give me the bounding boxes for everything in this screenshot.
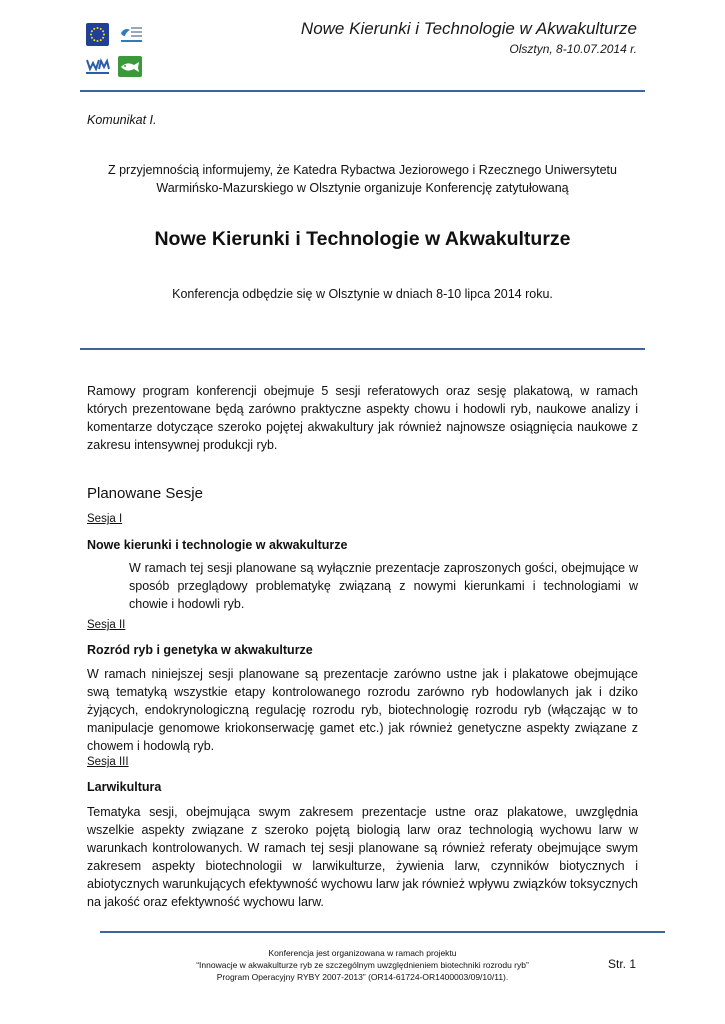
footer-line: Konferencja jest organizowana w ramach projektu (268, 948, 457, 958)
uwm-university-logo (84, 56, 111, 76)
conference-date: Konferencja odbędzie się w Olsztynie w dniach 8-10 lipca 2014 roku. (172, 287, 553, 301)
footer-note (150, 947, 575, 983)
session-title: Larwikultura (87, 780, 162, 794)
session-description: W ramach tej sesji planowane są wyłącznie prezentacje zaproszonych gości, obejmujące w sposób przeglądowy problematykę związaną z nowymi kierunkami i technologiami w chowie i hodowli ryb. (129, 561, 638, 611)
footer-line: Program Operacyjny RYBY 2007-2013” (OR14-61724-OR1400003/09/10/11). (216, 972, 509, 982)
session-description: Tematyka sesji, obejmująca swym zakresem prezentacje ustne oraz plakatowe, uwzględnia wszelkie aspekty związane z szeroko pojętą biologią larw oraz technologią wychowu larw w warunkach kontrolowanych. W ramach tej sesji planowane są również referaty obejmujące swym zakresem aspekty biotechnologii w larwikulturze, żywienia larw, czynników biotycznych i abiotycznych warunkujących efektywność wychowu larw jak również wpływu związków toksycznych na jakość oraz efektywność wychowu larw. (87, 805, 638, 909)
session-title: Nowe kierunki i technologie w akwakulturze (87, 538, 348, 552)
announcement-label: Komunikat I. (87, 113, 157, 127)
intro-line: Warmińsko-Mazurskiego w Olsztynie organizuje Konferencję zatytułowaną (156, 181, 569, 195)
program-paragraph: Ramowy program konferencji obejmuje 5 sesji referatowych oraz sesję plakatową, w ramach których prezentowane będą zarówno praktyczne aspekty chowu i hodowli ryb, naukowe analizy i komentarze dotyczące szeroko pojętej akwakultury jak również najnowsze osiągnięcia naukowe z zakresu intensywnej produkcji ryb. (87, 384, 638, 452)
session-description: W ramach niniejszej sesji planowane są prezentacje zarówno ustne jak i plakatowe obejmujące swą tematyką wszystkie etapy kontrolowanego rozrodu zarówno ryb hodowlanych jak i dziko żyjących, endokrynologiczną regulację rozrodu ryb, biotechnologię rozrodu ryb (włączając w to manipulacje genomowe kriokonserwację gamet etc.) jak również genetyczne aspekty związane z chowem i hodowlą ryb. (87, 667, 638, 753)
session-label: Sesja I (87, 513, 123, 525)
header-date-place: Olsztyn, 8-10.07.2014 r. (509, 42, 637, 56)
sessions-heading: Planowane Sesje (87, 485, 203, 502)
header-title: Nowe Kierunki i Technologie w Akwakulturze (300, 19, 637, 38)
conference-title: Nowe Kierunki i Technologie w Akwakulturze (154, 228, 571, 250)
ryby-programme-logo (119, 24, 143, 46)
session-label: Sesja II (87, 619, 126, 631)
page-number: Str. 1 (608, 957, 637, 971)
header-divider (80, 90, 645, 92)
session-label: Sesja III (87, 756, 129, 768)
fisheries-logo (118, 56, 142, 77)
eu-flag-logo (86, 23, 109, 46)
section-divider (80, 348, 645, 350)
footer-line: “Innowacje w akwakulturze ryb ze szczególnym uwzględnieniem biotechniki rozrodu ryb” (196, 960, 529, 970)
footer-divider (100, 931, 665, 933)
session-title: Rozród ryb i genetyka w akwakulturze (87, 643, 313, 657)
intro-line: Z przyjemnością informujemy, że Katedra Rybactwa Jeziorowego i Rzecznego Uniwersytetu (107, 163, 617, 177)
intro-text (80, 161, 645, 197)
